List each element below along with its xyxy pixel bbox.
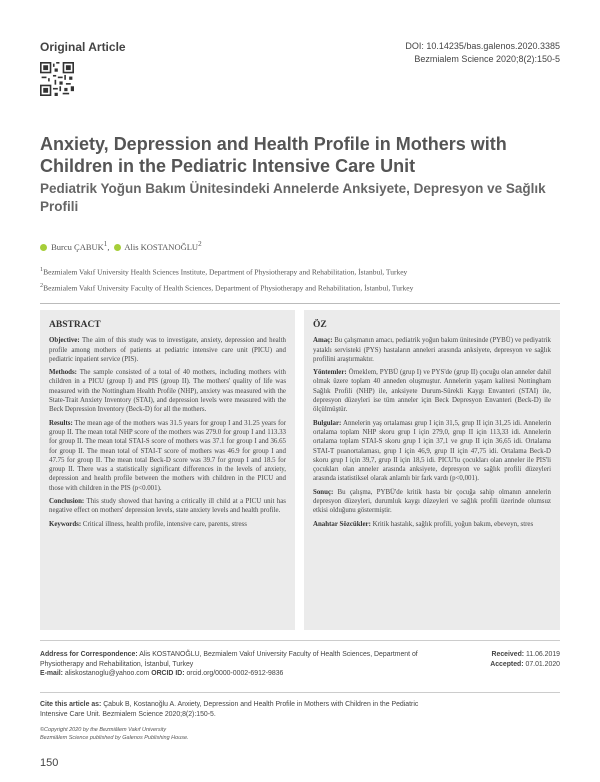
accepted-date: 07.01.2020 xyxy=(525,660,560,668)
oz-anahtar: Anahtar Sözcükler: Kritik hastalık, sağlık profili, yoğun bakım, ebeveyn, stres xyxy=(313,520,534,528)
affiliation-2 xyxy=(40,282,413,293)
abstract-keywords: Keywords: Critical illness, health profile, intensive care, parents, stress xyxy=(49,520,247,528)
oz-bulgular: Bulgular: Annelerin yaş ortalaması grup I için 31,5, grup II için 31,25 idi. Annelerin ortalama toplam NHP skoru grup I için 279,0, grup II için 113,33 idi. Annelerin ortalama toplam STAI-S skoru grup I için 37,1 ve grup II için 36,65 idi. Ortalama STAI-T puanortalaması, grup I için 46,9, grup II için 47,75 idi. Ortalama Beck-D skoru grup I için 39,7, grup II için 18,5 idi. PICU'lu çocukları olan anneler ile PIS'li çocukları olan anneler arasında anksiyete, depresyon ve sağlık profili düzeyleri arasında istatistiksel olarak anlamlı bir fark vardı (p<0,001). xyxy=(313,419,552,483)
dates-block: Received: 11.06.2019 Accepted: 07.01.2020 xyxy=(490,651,560,668)
affiliation-text: Bezmialem Vakıf University Health Sciences Institute, Department of Physiotherapy and Rehabilitation, İstanbul, Turkey xyxy=(43,267,408,277)
author-sup: 1 xyxy=(103,240,108,248)
author-sup: 2 xyxy=(198,240,202,248)
oz-sonuc: Sonuç: Bu çalışma, PYBÜ'de kritik hasta bir çocuğa sahip olmanın annelerin depresyon düzeyleri, durumluk kaygı düzeyleri ve sağlık profili üzerinde olumsuz etkisi olduğunu göstermiştir. xyxy=(313,488,551,515)
author-list: Burcu ÇABUK$^1$, Alis KOSTANOĞLU$^2$ xyxy=(40,240,202,252)
orcid-link[interactable]: orcid.org/0000-0002-6912-9836 xyxy=(186,670,284,677)
divider xyxy=(40,692,560,693)
article-title: Anxiety, Depression and Health Profile in Mothers with Children in the Pediatric Intensive Care Unit xyxy=(40,134,507,176)
affiliation-text: Bezmialem Vakıf University Faculty of Health Sciences, Department of Physiotherapy and Rehabilitation, İstanbul, Turkey xyxy=(43,283,414,293)
citation-block: Cite this article as: Çabuk B, Kostanoğlu A. Anxiety, Depression and Health Profile in Mothers with Children in the Pediatric Intensive Care Unit. Bezmialem Science 2020;8(2):150-5. xyxy=(40,701,419,718)
copyright-block: ©Copyright 2020 by the Bezmiâlem Vakıf University Bezmiâlem Science published by Galenos Publishing House. xyxy=(40,727,189,741)
doi-link[interactable]: DOI: 10.14235/bas.galenos.2020.3385 xyxy=(405,41,560,51)
orcid-icon[interactable] xyxy=(40,244,47,251)
abstract-methods: Methods: The sample consisted of a total of 40 mothers, including mothers with children in a PICU (group I) and PIS (group II). The mothers' quality of life was measured with the Nottingham Health Profile (NHP), anxiety was measured with the State-Trait Anxiety Inventory (STAI), and depression levels were measured with the Beck Depression Inventory (Beck-D) for all the mothers. xyxy=(49,369,286,414)
abstract-turkish xyxy=(304,310,560,630)
affiliation-1 xyxy=(40,266,407,277)
article-subtitle-turkish: Pediatrik Yoğun Bakım Ünitesindeki Annelerde Anksiyete, Depresyon ve Sağlık Profili xyxy=(40,181,546,214)
abstract-english xyxy=(40,310,295,630)
oz-heading: ÖZ xyxy=(313,320,327,330)
divider xyxy=(40,303,560,304)
author-name: Alis KOSTANOĞLU xyxy=(124,241,199,252)
journal-reference: Bezmialem Science 2020;8(2):150-5 xyxy=(414,54,560,64)
footer-band xyxy=(0,752,600,782)
divider xyxy=(40,640,560,641)
abstract-objective: Objective: The aim of this study was to investigate, anxiety, depression and health profile among mothers of patients at pediatric intensive care unit (PICU) and pediatric inpatient service (PIS). xyxy=(49,337,286,363)
abstract-results: Results: The mean age of the mothers was 31.5 years for group I and 31.25 years for group II. The mean total NHP score of the mothers was 279.0 for group I and 113.33 for group II. The mean total STAI-S score of mothers was 37.1 for group I and 36.65 for group II. The mean total of STAI-T score of mothers was 46.9 for group I and 47.75 for group II. The mean total Beck-D score was 39.7 for group I and 18.5 for group II. There was a statistically significant differences in the levels of anxiety, depression and health profile between the mothers with children in the PICU and those with children in the PIS (p<0.001). xyxy=(49,419,286,492)
page-number: 150 xyxy=(40,757,59,769)
orcid-icon[interactable] xyxy=(114,244,121,251)
oz-yontemler: Yöntemler: Örneklem, PYBÜ (grup I) ve PYS'de (grup II) çocuğu olan anneler dahil olmak üzere toplam 40 anneden oluşmuştur. Annelerin yaşam kalitesi Nottingham Sağlık Profili (NHP) ile, anksiyete Durum-Sürekli Kaygı Envanteri (STAI) ile, depresyon düzeyleri ise tüm anneler için Beck Depresyon Envanteri (Beck-D) ile ölçülmüştür. xyxy=(313,369,551,414)
affiliation-sup: 1 xyxy=(40,266,44,273)
oz-amac: Amaç: Bu çalışmanın amacı, pediatrik yoğun bakım ünitesinde (PYBÜ) ve pediyatrik yataklı servisteki (PYS) hastaların anneleri arasında anksiyete, depresyon ve sağlık profilini araştırmaktır. xyxy=(313,337,551,363)
email-link[interactable]: aliskostanoglu@yahoo.com xyxy=(64,670,150,677)
article-type-label: Original Article xyxy=(40,40,126,54)
doi-block xyxy=(405,40,560,66)
correspondence-block: Address for Correspondence: Alis KOSTANOĞLU, Bezmialem Vakıf University Faculty of Health Sciences, Department of Physiotherapy and Rehabilitation, İstanbul, Turkey E-mail: aliskostanoglu@yahoo.com ORCID ID: orcid.org/0000-0002-6912-9836 xyxy=(40,651,418,677)
received-date: 11.06.2019 xyxy=(526,651,560,658)
affiliation-sup: 2 xyxy=(40,282,44,289)
qr-code-icon xyxy=(40,62,74,96)
abstract-heading: ABSTRACT xyxy=(49,320,101,330)
author-name: Burcu ÇABUK xyxy=(51,241,104,252)
abstract-conclusion: Conclusion: This study showed that having a critically ill child at a PICU unit has negative effect on mothers' depression levels, state anxiety levels and health profile. xyxy=(49,498,286,515)
